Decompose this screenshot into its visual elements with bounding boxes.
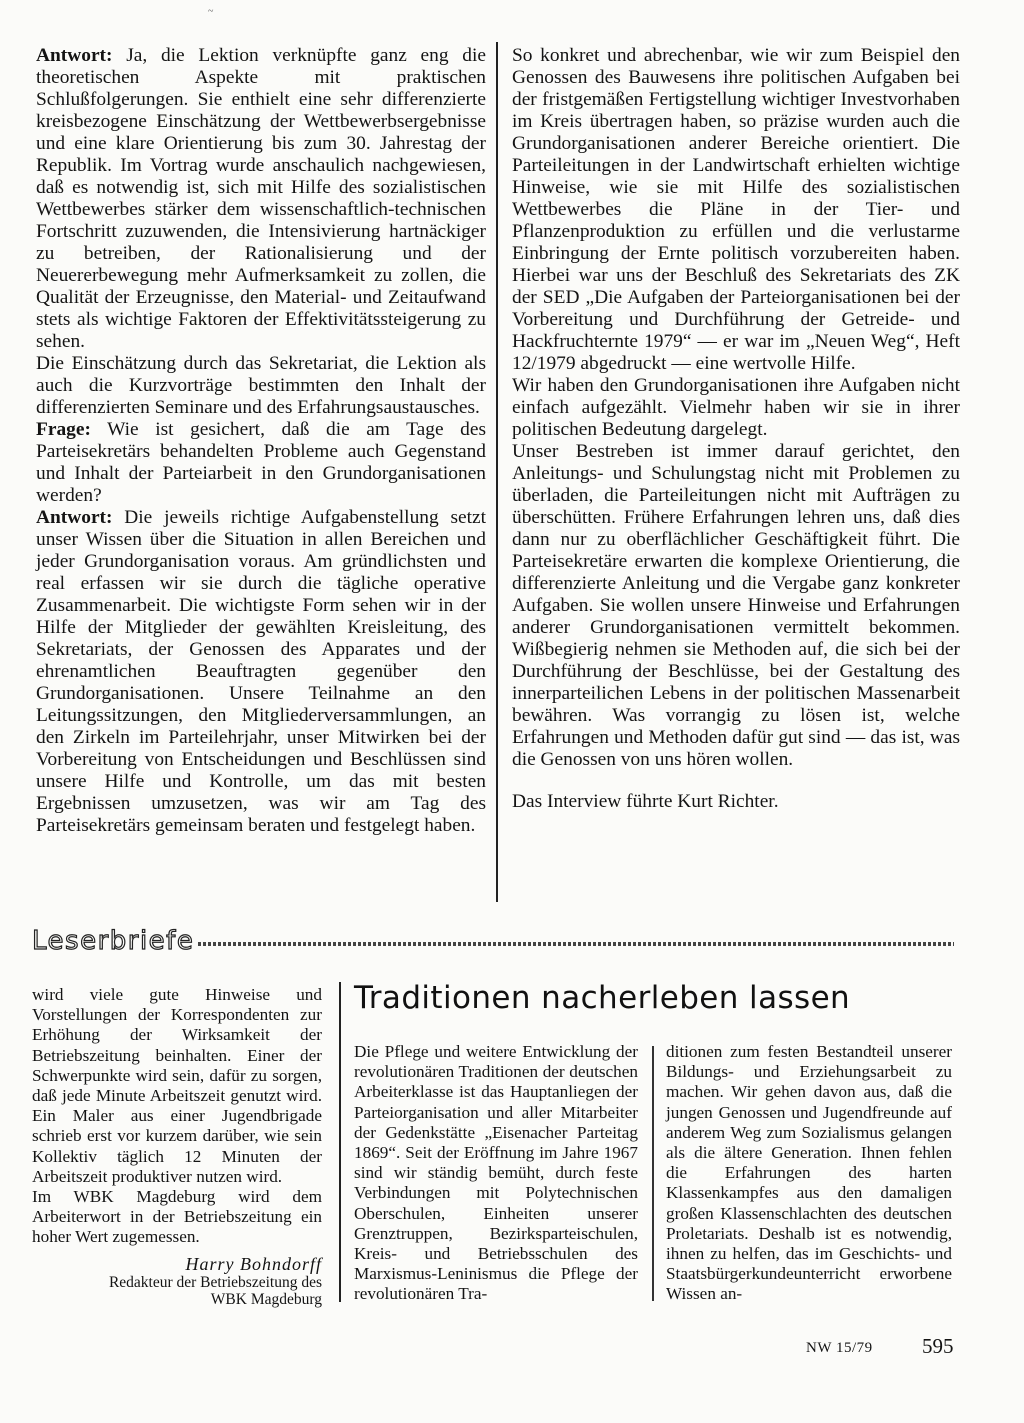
paragraph: Unser Bestreben ist immer darauf gerichtet, den Anleitungs- und Schulungstag nicht mit Problemen zu überladen, die Parteileitungen nicht mit Aufträgen zu überschütten. Frühere Erfahrungen lehren uns, daß dies dann nur zu oberflächlicher Geschäftigkeit führt. Die Parteisekretäre erwarten die komplexe Orientierung, die differenzierte Anleitung und die Vergabe ganz konkreter Aufgaben. Sie wollen unsere Hinweise und Erfahrungen anderer Grundorganisationen vermittelt bekommen. Wißbegierig nehmen sie Methoden auf, die sich bei der Durchführung der Beschlüsse, bei der Gestaltung des innerparteilichen Lebens in der politischen Massenarbeit bewähren. Was vorrangig zu lösen ist, welche Erfahrungen und Methoden dafür gut sind — das ist, was die Genossen von uns hören wollen. xyxy=(512,441,960,770)
page-number: 595 xyxy=(922,1334,954,1358)
question-label: Frage: xyxy=(36,419,91,440)
section-label: Leserbriefe xyxy=(32,926,195,956)
paragraph xyxy=(36,419,486,507)
journal-issue: NW 15/79 xyxy=(806,1340,873,1356)
paragraph: Wir haben den Grundorganisationen ihre Aufgaben nicht einfach aufgezählt. Vielmehr haben wir sie in ihrer politischen Bedeutung dargelegt. xyxy=(512,375,960,440)
paragraph: Die Einschätzung durch das Sekretariat, die Lektion als auch die Kurzvorträge bestimmten den Inhalt der differenzierten Seminare und des Erfahrungsaustausches. xyxy=(36,353,486,418)
author-role-line: Redakteur der Betriebszeitung des xyxy=(108,1273,322,1291)
signature-block xyxy=(32,1254,322,1308)
paragraph: wird viele gute Hinweise und Vorstellungen der Korrespondenten zur Erhöhung der Wirksamkeit der Betriebszeitung beinhalten. Einer der Schwerpunkte wird sein, dafür zu sorgen, daß jede Minute Arbeitszeit genutzt wird. Ein Maler aus einer Jugendbrigade schrieb erst vor kurzem darüber, wie sein Kollektiv täglich 12 Minuten der Arbeitszeit produktiver nutzen wird. xyxy=(32,985,322,1186)
paragraph xyxy=(36,45,486,353)
top-left-column xyxy=(36,45,486,837)
top-right-column xyxy=(512,45,960,813)
answer-label: Antwort: xyxy=(36,507,113,528)
paragraph-text: Ja, die Lektion verknüpfte ganz eng die theoretischen Aspekte mit praktischen Schlußfolgerungen. Sie enthielt eine sehr differenzierte kreisbezogene Einschätzung der Wettbewerbsergebnisse und eine klare Orientierung bis zum 30. Jahrestag der Republik. Im Vortrag wurde anschaulich nachgewiesen, daß es notwendig ist, sich mit Hilfe des sozialistischen Wettbewerbes stärker dem wissenschaftlich-technischen Fortschritt zuzuwenden, die Intensivierung hartnäckiger zu betreiben, der Rationalisierung und der Neuererbewegung mehr Aufmerksamkeit zu zollen, die Qualität der Erzeugnisse, den Material- und Zeitaufwand stets als wichtige Faktoren der Effektivitätssteigerung zu sehen. xyxy=(36,45,486,352)
paragraph: Im WBK Magdeburg wird dem Arbeiterwort in der Betriebszeitung ein hoher Wert zugemessen. xyxy=(32,1187,322,1247)
column-divider xyxy=(339,982,341,1302)
author-role xyxy=(32,1274,322,1308)
article-column-1: Die Pflege und weitere Entwicklung der revolutionären Traditionen der deutschen Arbeiterklasse ist das Hauptanliegen der Parteiorganisation und aller Mitarbeiter der Gedenkstätte „Eisenacher Parteitag 1869“. Seit der Eröffnung im Jahre 1967 sind wir ständig bemüht, durch feste Verbindungen mit Polytechnischen Oberschulen, Einheiten unserer Grenztruppen, Bezirksparteischulen, Kreis- und Betriebsschulen des Marxismus-Leninismus die Pflege der revolutionären Tra- xyxy=(354,1042,638,1304)
author-name: Harry Bohndorff xyxy=(185,1253,322,1274)
letter-column xyxy=(32,985,322,1308)
interview-credit: Das Interview führte Kurt Richter. xyxy=(512,791,779,812)
article-title: Traditionen nacherleben lassen xyxy=(354,980,851,1016)
paragraph-text: Wie ist gesichert, daß die am Tage des Parteisekretärs behandelten Probleme auch Gegenstand und Inhalt der Parteiarbeit in den Grundorganisationen werden? xyxy=(36,419,486,506)
answer-label: Antwort: xyxy=(36,45,113,66)
scan-mark: ~ xyxy=(208,6,214,17)
author-role-line: WBK Magdeburg xyxy=(210,1290,322,1308)
article-column-2: ditionen zum festen Bestandteil unserer Bildungs- und Erziehungsarbeit zu machen. Wir gehen davon aus, daß die jungen Genossen und Jugendfreunde auf anderem Weg zum Sozialismus gelangen als die ältere Generation. Ihnen fehlen die Erfahrungen des harten Klassenkampfes aus den damaligen großen Klassenschlachten des deutschen Proletariats. Deshalb ist es notwendig, ihnen zu helfen, das im Geschichts- und Staatsbürgerkundeunterricht erworbene Wissen an- xyxy=(666,1042,952,1304)
paragraph-text: Die jeweils richtige Aufgabenstellung setzt unser Wissen über die Situation in allen Bereichen und jeder Grundorganisation voraus. Am gründlichsten und real erfassen wir sie durch die tägliche operative Zusammenarbeit. Die wichtigste Form sehen wir in der Hilfe der Mitglieder der gewählten Kreisleitung, des Sekretariats, der Genossen des Apparates und der ehrenamtlichen Beauftragten gegenüber den Grundorganisationen. Unsere Teilnahme an den Leitungssitzungen, den Mitgliederversammlungen, an den Zirkeln im Parteilehrjahr, unser Mitwirken bei der Vorbereitung von Entscheidungen und Beschlüssen sind unsere Hilfe und Kontrolle, um das mit besten Ergebnissen umzusetzen, was wir am Tag des Parteisekretärs gemeinsam beraten und festgelegt haben. xyxy=(36,507,486,836)
column-divider xyxy=(496,42,498,902)
paragraph xyxy=(36,507,486,837)
column-divider xyxy=(652,1046,654,1301)
paragraph: So konkret und abrechenbar, wie wir zum Beispiel den Genossen des Bauwesens ihre politischen Aufgaben bei der fristgemäßen Fertigstellung wichtiger Investvorhaben im Kreis übertragen haben, so präzise wurden auch die Grundorganisationen anderer Bereiche orientiert. Die Parteileitungen in der Landwirtschaft erhielten wichtige Hinweise, wie sie mit Hilfe des sozialistischen Wettbewerbes die Pläne in der Tier- und Pflanzenproduktion zu erfüllen und die verlustarme Einbringung der Ernte politisch vorzubereiten haben. Hierbei war uns der Beschluß des Sekretariats des ZK der SED „Die Aufgaben der Parteiorganisationen bei der Vorbereitung und Durchführung der Getreide- und Hackfruchternte 1979“ — er war im „Neuen Weg“, Heft 12/1979 abgedruckt — eine wertvolle Hilfe. xyxy=(512,45,960,374)
section-rule xyxy=(198,942,954,946)
